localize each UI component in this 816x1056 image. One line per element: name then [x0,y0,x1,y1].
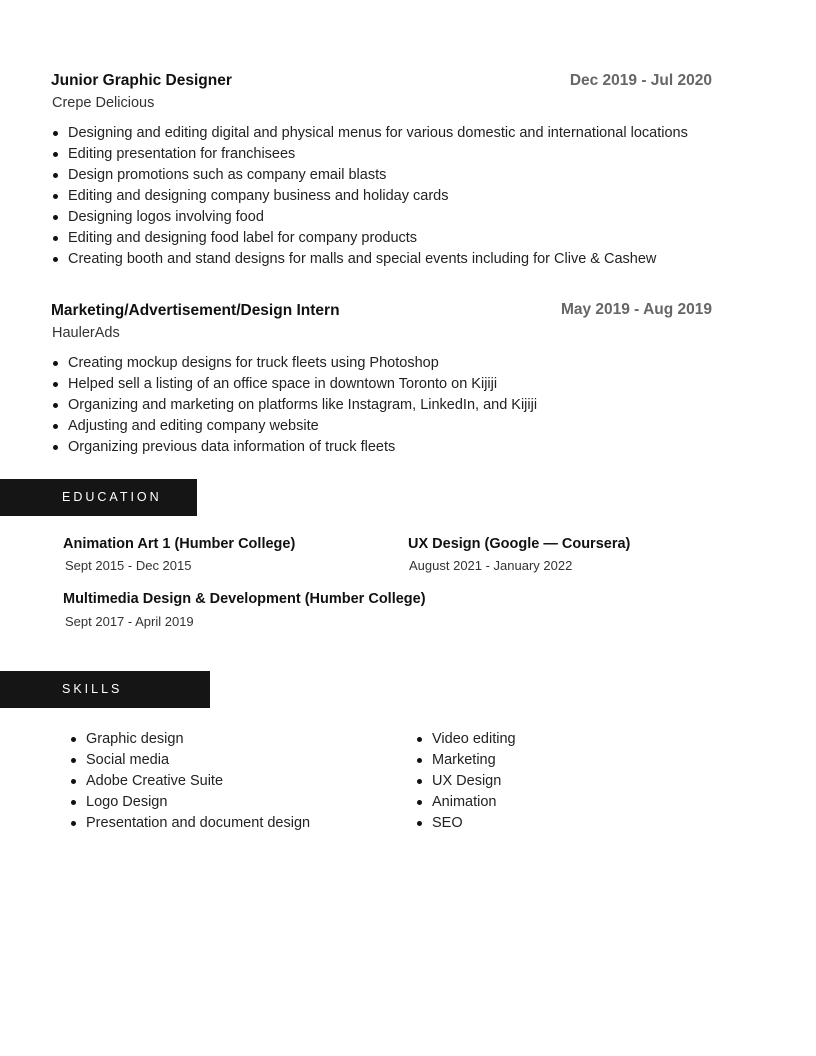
list-item: Editing and designing food label for company products [51,228,688,249]
skills-list-right [415,729,516,834]
list-item: Adjusting and editing company website [51,416,537,437]
list-item: Animation [415,792,516,813]
list-item: UX Design [415,771,516,792]
list-item: Presentation and document design [69,813,310,834]
job-title: Junior Graphic Designer [51,72,232,89]
education-dates: Sept 2017 - April 2019 [65,614,194,629]
list-item: Creating booth and stand designs for malls and special events including for Clive & Cashew [51,249,688,270]
company-name: HaulerAds [52,325,120,341]
list-item: Video editing [415,729,516,750]
list-item: Organizing and marketing on platforms like Instagram, LinkedIn, and Kijiji [51,395,537,416]
job-dates: May 2019 - Aug 2019 [560,301,712,318]
list-item: Adobe Creative Suite [69,771,310,792]
list-item: Editing and designing company business and holiday cards [51,186,688,207]
job-bullet-list [51,353,537,458]
list-item: Social media [69,750,310,771]
education-title: Animation Art 1 (Humber College) [63,536,296,552]
education-dates: Sept 2015 - Dec 2015 [65,558,192,573]
skills-heading: SKILLS [0,671,210,708]
education-heading: EDUCATION [0,479,197,516]
job-dates: Dec 2019 - Jul 2020 [569,72,712,89]
list-item: Designing and editing digital and physical menus for various domestic and international locations [51,123,688,144]
education-title: Multimedia Design & Development (Humber College) [63,591,426,607]
list-item: Organizing previous data information of truck fleets [51,437,537,458]
list-item: Editing presentation for franchisees [51,144,688,165]
skills-list-left [69,729,310,834]
job-title: Marketing/Advertisement/Design Intern [51,302,340,319]
job-bullet-list [51,123,688,270]
list-item: SEO [415,813,516,834]
education-title: UX Design (Google — Coursera) [408,536,631,552]
company-name: Crepe Delicious [52,95,155,111]
list-item: Designing logos involving food [51,207,688,228]
list-item: Marketing [415,750,516,771]
list-item: Design promotions such as company email blasts [51,165,688,186]
education-dates: August 2021 - January 2022 [409,558,573,573]
list-item: Graphic design [69,729,310,750]
list-item: Helped sell a listing of an office space in downtown Toronto on Kijiji [51,374,537,395]
list-item: Logo Design [69,792,310,813]
list-item: Creating mockup designs for truck fleets using Photoshop [51,353,537,374]
